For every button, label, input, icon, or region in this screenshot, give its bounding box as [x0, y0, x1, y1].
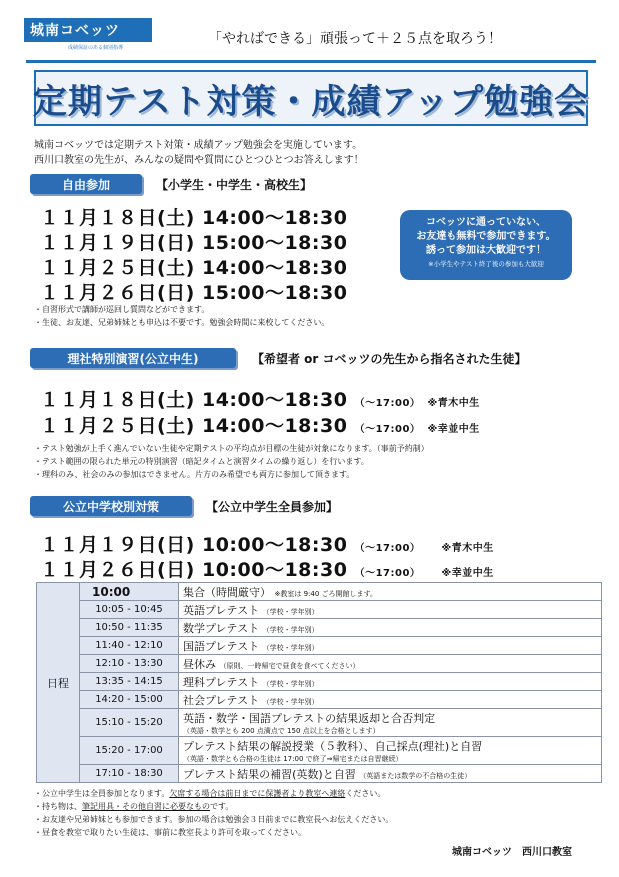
section-label-free: 自由参加 [30, 174, 142, 194]
table-row: 12:10 - 13:30 昼休み （原則、一時帰宅で昼食を食べてください） [80, 655, 601, 673]
date-line: １１月１８日(土) 14:00～18:30 [40, 207, 348, 229]
slogan: 「やればできる」頑張って＋２５点を取ろう！ [208, 31, 502, 47]
note-line: ・理科のみ、社会のみの参加はできません。片方のみ希望でも両方に参加して頂きます。 [34, 470, 355, 479]
callout-line: コベッツに通っていない、 [426, 217, 546, 228]
table-row: 10:50 - 11:35 数学プレテスト （学校・学年別） [80, 619, 601, 637]
table-row: 15:20 - 17:00 プレテスト結果の解説授業（５教科）、自己採点(理社)と自習 （英語・数学とも合格の生徒は 17:00 で終了⇒帰宅または自習継続） [80, 737, 601, 765]
table-row: 13:35 - 14:15 理科プレテスト （学校・学年別） [80, 673, 601, 691]
bottom-note: ・お友達や兄弟姉妹とも参加できます。参加の場合は勉強会３日前までに教室長へお伝えください。 [34, 815, 394, 824]
note-line: ・テスト範囲の限られた単元の特別演習（暗記タイムと演習タイムの繰り返し）を行います。 [34, 457, 369, 466]
date-line: １１月２５日(土) 14:00～18:30 [40, 257, 348, 279]
intro-line: 城南コベッツでは定期テスト対策・成績アップ勉強会を実施しています。 [34, 140, 363, 151]
callout-note: ※小学生やテスト終了後の参加も大歓迎 [428, 260, 544, 268]
section-label-school: 公立中学校別対策 [30, 496, 192, 516]
callout-line: 誘って参加は大歓迎です！ [426, 245, 546, 256]
table-row: 10:05 - 10:45 英語プレテスト （学校・学年別） [80, 601, 601, 619]
page-title: 定期テスト対策・成績アップ勉強会 [32, 81, 590, 122]
logo-tagline: 成績保証のある個別指導 [68, 45, 124, 51]
note-line: ・生徒、お友達、兄弟姉妹とも申込は不要です。勉強会時間に来校してください。 [34, 318, 330, 327]
bottom-note: ・持ち物は、筆記用具・その他自習に必要なものです。 [34, 802, 234, 811]
logo-text: 城南コベッツ [30, 23, 120, 39]
title-banner [34, 70, 588, 126]
schedule-table [36, 582, 602, 783]
friends-callout [400, 210, 572, 280]
date-line: １１月１８日(土) 14:00～18:30 （～17:00） ※青木中生 [40, 389, 480, 411]
intro-line: 西川口教室の先生が、みんなの疑問や質問にひとつひとつお答えします！ [34, 155, 364, 166]
logo [24, 18, 152, 42]
date-line: １１月１９日(日) 10:00～18:30 （～17:00） ※青木中生 [40, 534, 494, 556]
date-line: １１月１９日(日) 15:00～18:30 [40, 232, 348, 254]
table-row: 17:10 - 18:30 プレテスト結果の補習(英数)と自習 （英語または数学の不合格の生徒） [80, 765, 601, 782]
schedule-label: 日程 [37, 583, 80, 782]
callout-line: お友達も無料で参加できます。 [416, 231, 556, 242]
date-line: １１月２５日(土) 14:00～18:30 （～17:00） ※幸並中生 [40, 415, 480, 437]
bottom-note: ・公立中学生は全員参加となります。欠席する場合は前日までに保護者より教室へ連絡ください。 [34, 789, 386, 798]
bottom-note: ・昼食を教室で取りたい生徒は、事前に教室長より許可を取ってください。 [34, 828, 306, 837]
section-label-science: 理社特別演習(公立中生) [30, 348, 236, 368]
footer-school: 城南コベッツ 西川口教室 [452, 847, 572, 858]
table-row: 11:40 - 12:10 国語プレテスト （学校・学年別） [80, 637, 601, 655]
table-row: 15:10 - 15:20 英語・数学・国語プレテストの結果返却と合否判定 （英語・数学とも 200 点満点で 150 点以上を合格とします） [80, 709, 601, 737]
note-line: ・テスト勉強が上手く進んでいない生徒や定期テストの平均点が目標の生徒が対象になります。（事前予約制） [34, 444, 429, 453]
section-audience: 【公立中学生全員参加】 [206, 500, 339, 514]
section-audience: 【小学生・中学生・高校生】 [156, 178, 313, 192]
table-row: 14:20 - 15:00 社会プレテスト （学校・学年別） [80, 691, 601, 709]
table-row: 10:00 集合（時間厳守） ※教室は 9:40 ごろ開館します。 [80, 583, 601, 601]
header-rule [26, 60, 596, 63]
note-line: ・自習形式で講師が巡回し質問などができます。 [34, 305, 210, 314]
date-line: １１月２６日(日) 15:00～18:30 [40, 282, 348, 304]
date-line: １１月２６日(日) 10:00～18:30 （～17:00） ※幸並中生 [40, 559, 494, 581]
section-audience: 【希望者 or コベッツの先生から指名された生徒】 [252, 352, 527, 366]
